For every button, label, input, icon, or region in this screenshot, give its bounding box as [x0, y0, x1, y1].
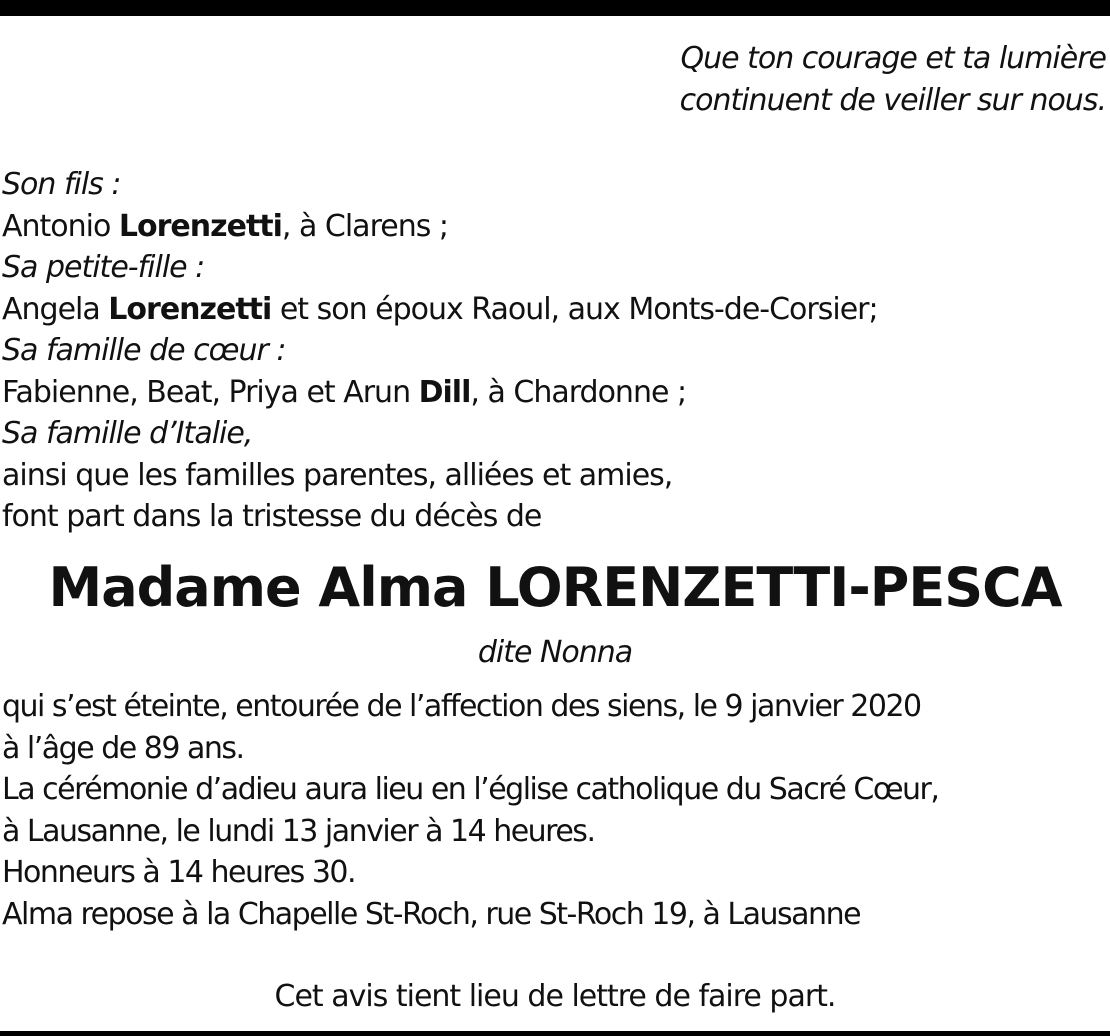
deceased-name: Madame Alma LORENZETTI-PESCA	[48, 556, 1062, 619]
details-line: à l’âge de 89 ans.	[2, 730, 244, 766]
deceased-nickname: dite Nonna	[477, 635, 633, 670]
bottom-border	[0, 1031, 1110, 1036]
son-surname: Lorenzetti	[118, 208, 282, 244]
granddaughter-first-name: Angela	[2, 291, 109, 327]
ceremony-details	[2, 686, 1102, 935]
heart-family-heading: Sa famille de cœur :	[2, 333, 286, 368]
heart-family-first-names: Fabienne, Beat, Priya et Arun	[2, 374, 419, 410]
granddaughter-place: et son époux Raoul, aux Monts-de-Corsier;	[271, 291, 878, 327]
top-border	[0, 0, 1110, 16]
epigraph-line: continuent de veiller sur nous.	[679, 83, 1106, 118]
relatives-line: ainsi que les familles parentes, alliées et amies,	[2, 457, 673, 493]
details-line: qui s’est éteinte, entourée de l’affection des siens, le 9 janvier 2020	[2, 689, 921, 724]
announcement-line: font part dans la tristesse du décès de	[2, 499, 542, 534]
details-line: La cérémonie d’adieu aura lieu en l’église catholique du Sacré Cœur,	[2, 772, 939, 807]
granddaughter-surname: Lorenzetti	[108, 291, 272, 327]
details-line: Honneurs à 14 heures 30.	[2, 855, 356, 890]
epigraph-line: Que ton courage et ta lumière	[680, 41, 1106, 76]
heart-family-line	[2, 372, 1102, 414]
epigraph	[680, 38, 1106, 122]
son-place: , à Clarens ;	[281, 208, 448, 244]
family-announcement	[2, 164, 1102, 538]
footer-note: Cet avis tient lieu de lettre de faire part.	[274, 979, 836, 1014]
granddaughter-heading: Sa petite-fille :	[2, 250, 205, 285]
details-line: à Lausanne, le lundi 13 janvier à 14 heures.	[2, 813, 595, 849]
son-heading: Son fils :	[2, 167, 121, 202]
heart-family-place: , à Chardonne ;	[470, 374, 687, 410]
son-line	[2, 206, 1102, 248]
heart-family-surname: Dill	[418, 374, 471, 410]
details-line: Alma repose à la Chapelle St-Roch, rue St-Roch 19, à Lausanne	[2, 896, 861, 932]
italy-family-heading: Sa famille d’Italie,	[2, 416, 253, 451]
son-first-name: Antonio	[2, 208, 119, 244]
granddaughter-line	[2, 289, 1102, 331]
